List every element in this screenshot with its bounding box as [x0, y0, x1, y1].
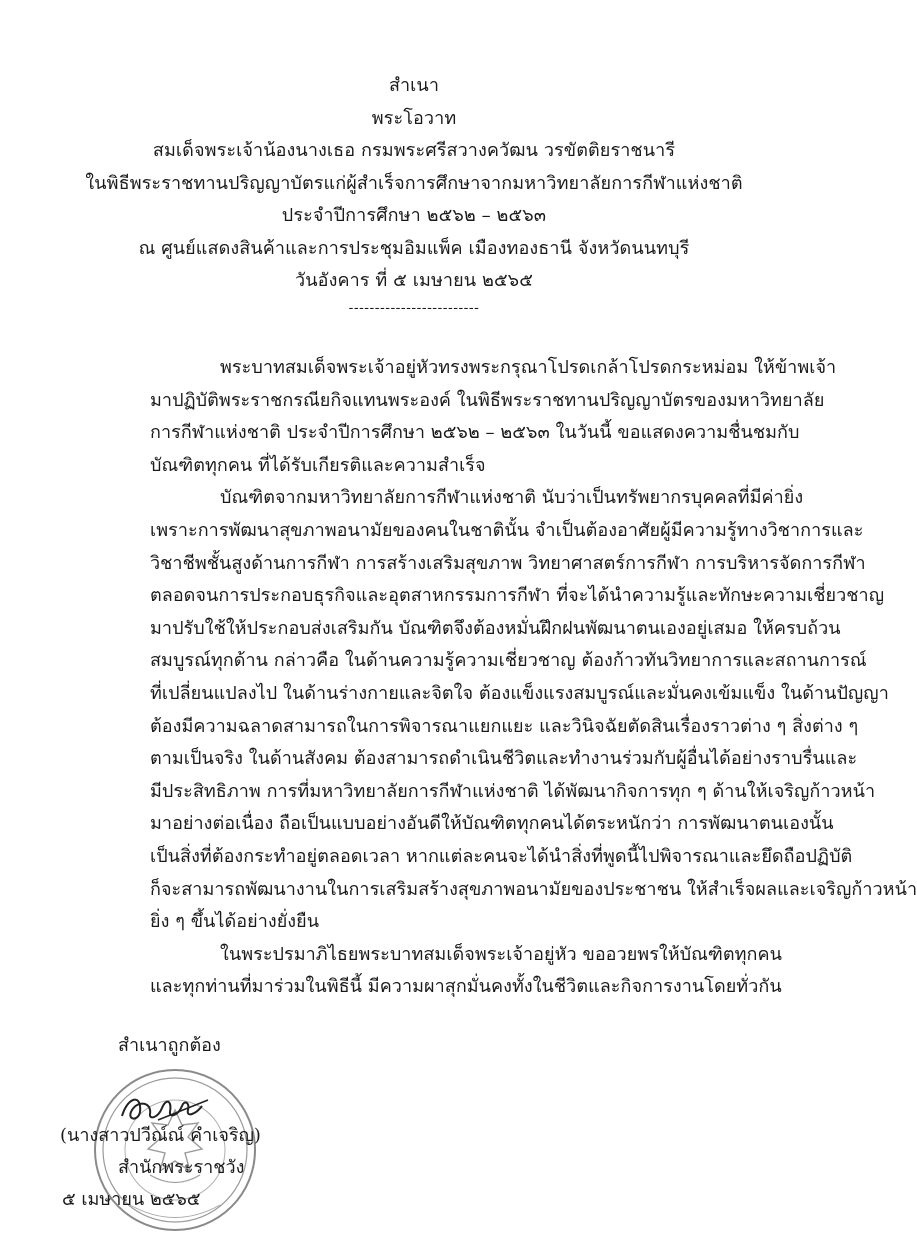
royal-name: สมเด็จพระเจ้าน้องนางเธอ กรมพระศรีสวางควัฒน วรขัตติยราชนารี	[152, 140, 676, 161]
paragraph-line: มาปรับใช้ให้ประกอบส่งเสริมกัน บัณฑิตจึงต้องหมั่นฝึกฝนพัฒนาตนเองอยู่เสมอ ให้ครบถ้วน	[150, 617, 841, 639]
ceremony-date: วันอังคาร ที่ ๕ เมษายน ๒๕๖๕	[295, 270, 533, 291]
academic-year: ประจำปีการศึกษา ๒๕๖๒ – ๒๕๖๓	[281, 205, 547, 226]
document-title: พระโอวาท	[371, 107, 457, 129]
copy-label: สำเนา	[388, 75, 440, 96]
paragraph-line: ตลอดจนการประกอบธุรกิจและอุตสาหกรรมการกีฬา ที่จะได้นำความรู้และทักษะความเชี่ยวชาญ	[150, 585, 885, 607]
paragraph-line: บัณฑิตทุกคน ที่ได้รับเกียรติและความสำเร็จ	[150, 454, 486, 476]
paragraph-line: ที่เปลี่ยนแปลงไป ในด้านร่างกายและจิตใจ ต้องแข็งแรงสมบูรณ์และมั่นคงเข้มแข็ง ในด้านปัญญา	[150, 682, 889, 704]
ceremony-title: ในพิธีพระราชทานปริญญาบัตรแก่ผู้สำเร็จการศึกษาจากมหาวิทยาลัยการกีฬาแห่งชาติ	[85, 172, 743, 194]
signature-block	[0, 1030, 360, 1230]
paragraph-line: เป็นสิ่งที่ต้องกระทำอยู่ตลอดเวลา หากแต่ละคนจะได้นำสิ่งที่พูดนี้ไปพิจารณาและยึดถือปฏิบัติ	[150, 845, 853, 867]
paragraph-line: การกีฬาแห่งชาติ ประจำปีการศึกษา ๒๕๖๒ – ๒๕๖๓ ในวันนี้ ขอแสดงความชื่นชมกับ	[150, 422, 800, 444]
paragraph-line: ตามเป็นจริง ในด้านสังคม ต้องสามารถดำเนินชีวิตและทำงานร่วมกับผู้อื่นได้อย่างราบรื่นและ	[150, 748, 858, 770]
paragraph-line: ในพระปรมาภิไธยพระบาทสมเด็จพระเจ้าอยู่หัว ขออวยพรให้บัณฑิตทุกคน	[220, 943, 782, 965]
header-divider: -------------------------	[348, 299, 480, 316]
paragraph-line: มาปฏิบัติพระราชกรณียกิจแทนพระองค์ ในพิธีพระราชทานปริญญาบัตรของมหาวิทยาลัย	[150, 389, 825, 411]
paragraph-line: พระบาทสมเด็จพระเจ้าอยู่หัวทรงพระกรุณาโปรดเกล้าโปรดกระหม่อม ให้ข้าพเจ้า	[220, 357, 837, 378]
paragraph-line: บัณฑิตจากมหาวิทยาลัยการกีฬาแห่งชาติ นับว่าเป็นทรัพยากรบุคคลที่มีค่ายิ่ง	[220, 487, 804, 509]
paragraph-line: และทุกท่านที่มาร่วมในพิธีนี้ มีความผาสุกมั่นคงทั้งในชีวิตและกิจการงานโดยทั่วกัน	[150, 976, 782, 998]
speech-body	[150, 352, 917, 1004]
paragraph-line: สมบูรณ์ทุกด้าน กล่าวคือ ในด้านความรู้ความเชี่ยวชาญ ต้องก้าวทันวิทยาการและสถานการณ์	[150, 650, 867, 672]
paragraph-line: เพราะการพัฒนาสุขภาพอนามัยของคนในชาตินั้น จำเป็นต้องอาศัยผู้มีความรู้ทางวิชาการและ	[150, 519, 864, 541]
paragraph-line: วิชาชีพชั้นสูงด้านการกีฬา การสร้างเสริมสุขภาพ วิทยาศาสตร์การกีฬา การบริหารจัดการกีฬา	[150, 552, 866, 574]
paragraph-line: ต้องมีความฉลาดสามารถในการพิจารณาแยกแยะ และวินิจฉัยตัดสินเรื่องราวต่าง ๆ สิ่งต่าง ๆ	[150, 715, 859, 737]
document-header	[0, 70, 768, 318]
signature-date: ๕ เมษายน ๒๕๖๕	[62, 1189, 201, 1210]
paragraph-line: มาอย่างต่อเนื่อง ถือเป็นแบบอย่างอันดีให้บัณฑิตทุกคนได้ตระหนักว่า การพัฒนาตนเองนั้น	[150, 813, 834, 835]
signer-office: สำนักพระราชวัง	[118, 1157, 245, 1178]
paragraph-line: มีประสิทธิภาพ การที่มหาวิทยาลัยการกีฬาแห่งชาติ ได้พัฒนากิจการทุก ๆ ด้านให้เจริญก้าวหน้า	[150, 780, 876, 802]
paragraph-line: ยิ่ง ๆ ขึ้นได้อย่างยั่งยืน	[150, 911, 320, 933]
handwritten-signature-icon	[118, 1088, 218, 1128]
venue: ณ ศูนย์แสดงสินค้าและการประชุมอิมแพ็ค เมืองทองธานี จังหวัดนนทบุรี	[138, 237, 690, 259]
signer-name: (นางสาวปวีณ์ณ์ คำเจริญ)	[60, 1125, 261, 1146]
certified-copy-label: สำเนาถูกต้อง	[118, 1035, 221, 1056]
paragraph-line: ก็จะสามารถพัฒนางานในการเสริมสร้างสุขภาพอนามัยของประชาชน ให้สำเร็จผลและเจริญก้าวหน้า	[150, 878, 917, 900]
